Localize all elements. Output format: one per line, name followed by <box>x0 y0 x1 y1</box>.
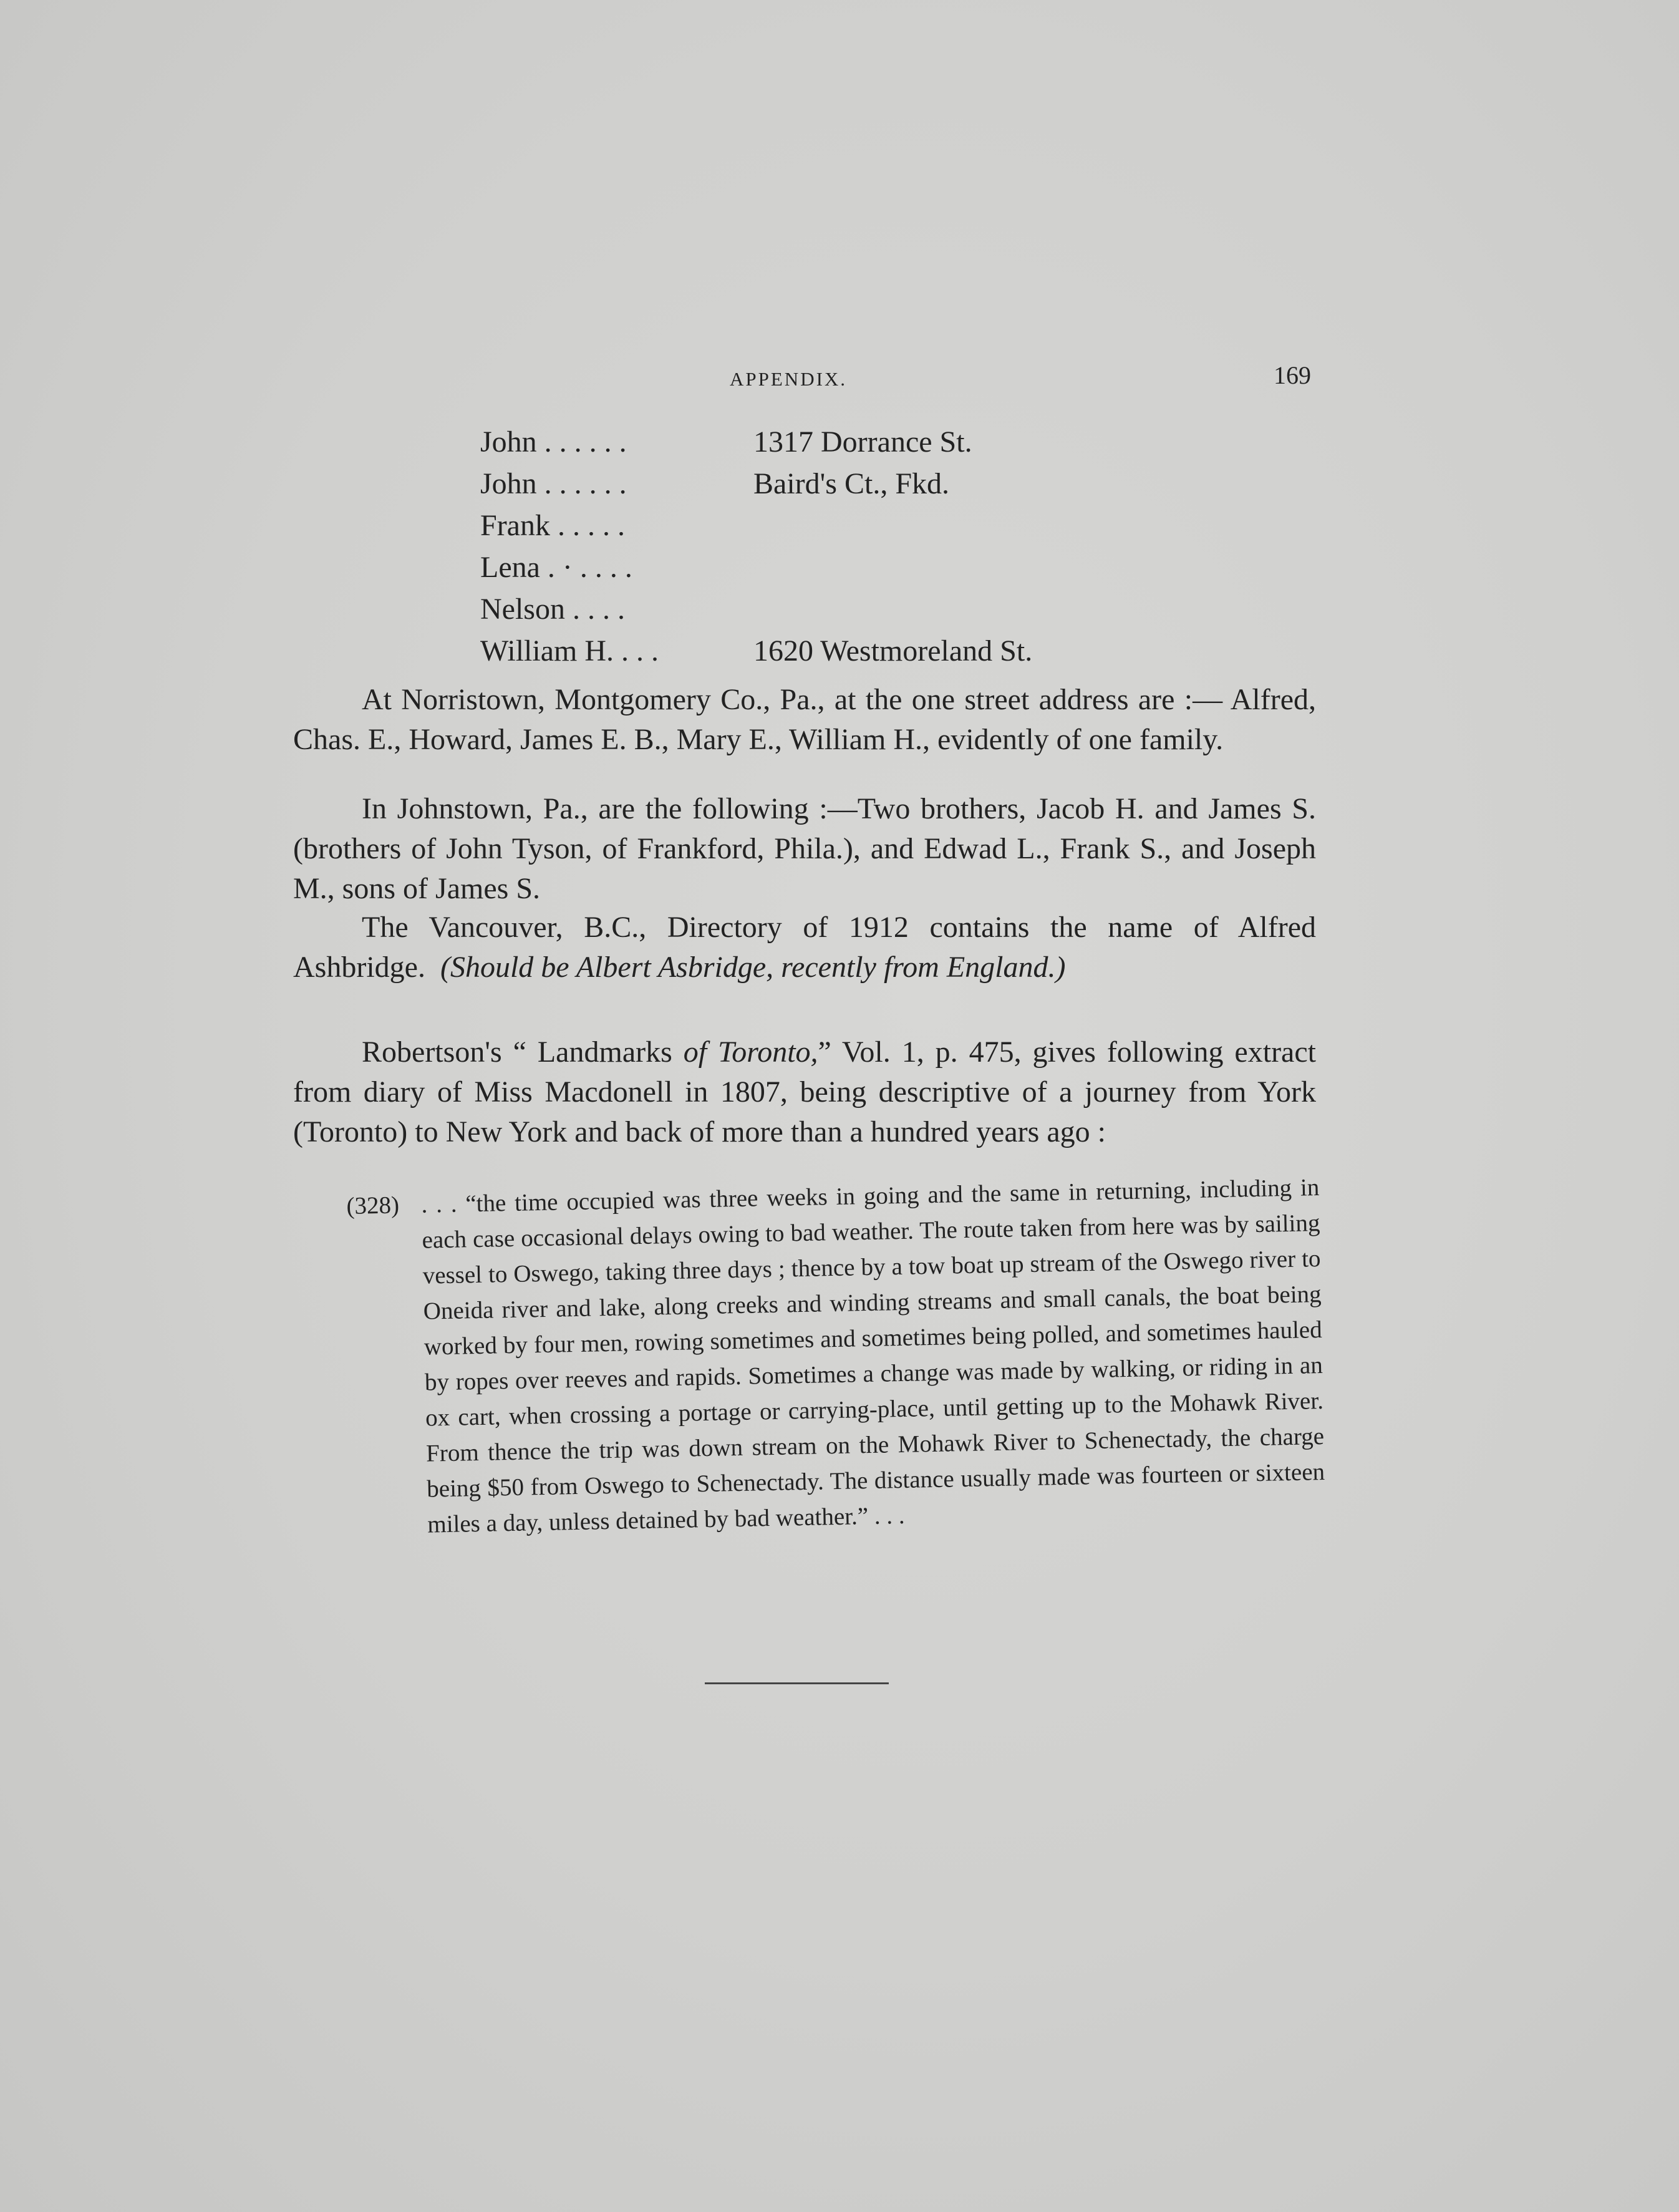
vancouver-paragraph <box>293 908 1316 987</box>
page-header <box>293 361 1316 398</box>
name-list <box>480 421 1032 672</box>
quote-number: (328) <box>346 1191 400 1220</box>
person-name: Nelson . . . . <box>480 593 625 626</box>
robertson-text <box>293 1032 1316 1152</box>
list-item <box>480 588 1032 630</box>
running-head: APPENDIX. <box>730 368 848 390</box>
quote-text: . . . “the time occupied was three weeks in going and the same in returning, including in each case occasional delays owing to bad weather. The route taken from here was by sailing vessel to Oswego, taking three days ; thence by a tow boat up stream of the Oswego river to Oneida river and lake, along creeks and winding streams and small canals, the boat being worked by four men, rowing sometimes and sometimes being polled, and sometimes hauled by ropes over reeves and rapids. Sometimes a change was made by walking, or riding in an ox cart, when crossing a portage or carrying-place, until getting up to the Mohawk River. From thence the trip was down stream on the Mohawk River to Schenectady, the charge being $50 from Oswego to Schenectady. The distance usually made was fourteen or sixteen miles a day, unless detained by bad weather.” . . . <box>421 1174 1325 1538</box>
list-item <box>480 505 1032 546</box>
list-item <box>480 630 1032 672</box>
norristown-text: At Norristown, Montgomery Co., Pa., at the one street address are :— Alfred, Chas. E., Howard, James E. B., Mary E., William H., evidently of one family. <box>293 683 1316 756</box>
norristown-paragraph <box>293 680 1316 760</box>
person-name: John . . . . . . <box>480 467 627 500</box>
person-name: William H. . . . <box>480 634 659 667</box>
person-address: 1620 Westmoreland St. <box>753 634 1033 667</box>
list-item <box>480 463 1032 505</box>
vancouver-text <box>293 908 1316 987</box>
robertson-paragraph <box>293 1032 1316 1152</box>
section-divider <box>705 1682 889 1684</box>
robertson-text-a: Robertson's “ Landmarks <box>362 1036 684 1069</box>
person-name: John . . . . . . <box>480 425 627 458</box>
vancouver-note: (Should be Albert Asbridge, recently from England.) <box>440 951 1066 984</box>
person-address: Baird's Ct., Fkd. <box>753 467 950 500</box>
person-address: 1317 Dorrance St. <box>753 425 972 458</box>
page-number: 169 <box>1274 361 1311 389</box>
person-name: Frank . . . . . <box>480 509 625 542</box>
robertson-text-b: ” Vol. 1, p. 475, gives following extract from diary of Miss Macdonell in 1807, being descriptive of a journey from York (Toronto) to New York and back of more than a hundred years ago : <box>293 1036 1316 1148</box>
vancouver-main-text: The Vancouver, B.C., Directory of 1912 contains the name of Alfred Ashbridge. <box>293 911 1316 984</box>
johnstown-paragraph <box>293 789 1316 909</box>
list-item <box>480 546 1032 588</box>
diary-quote <box>346 1170 1326 1544</box>
robertson-title-italic: of Toronto, <box>683 1036 818 1069</box>
person-name: Lena . · . . . . <box>480 551 632 584</box>
johnstown-text: In Johnstown, Pa., are the following :—Two brothers, Jacob H. and James S. (brothers of John Tyson, of Frankford, Phila.), and Edwad L., Frank S., and Joseph M., sons of James S. <box>293 792 1316 905</box>
list-item <box>480 421 1032 463</box>
